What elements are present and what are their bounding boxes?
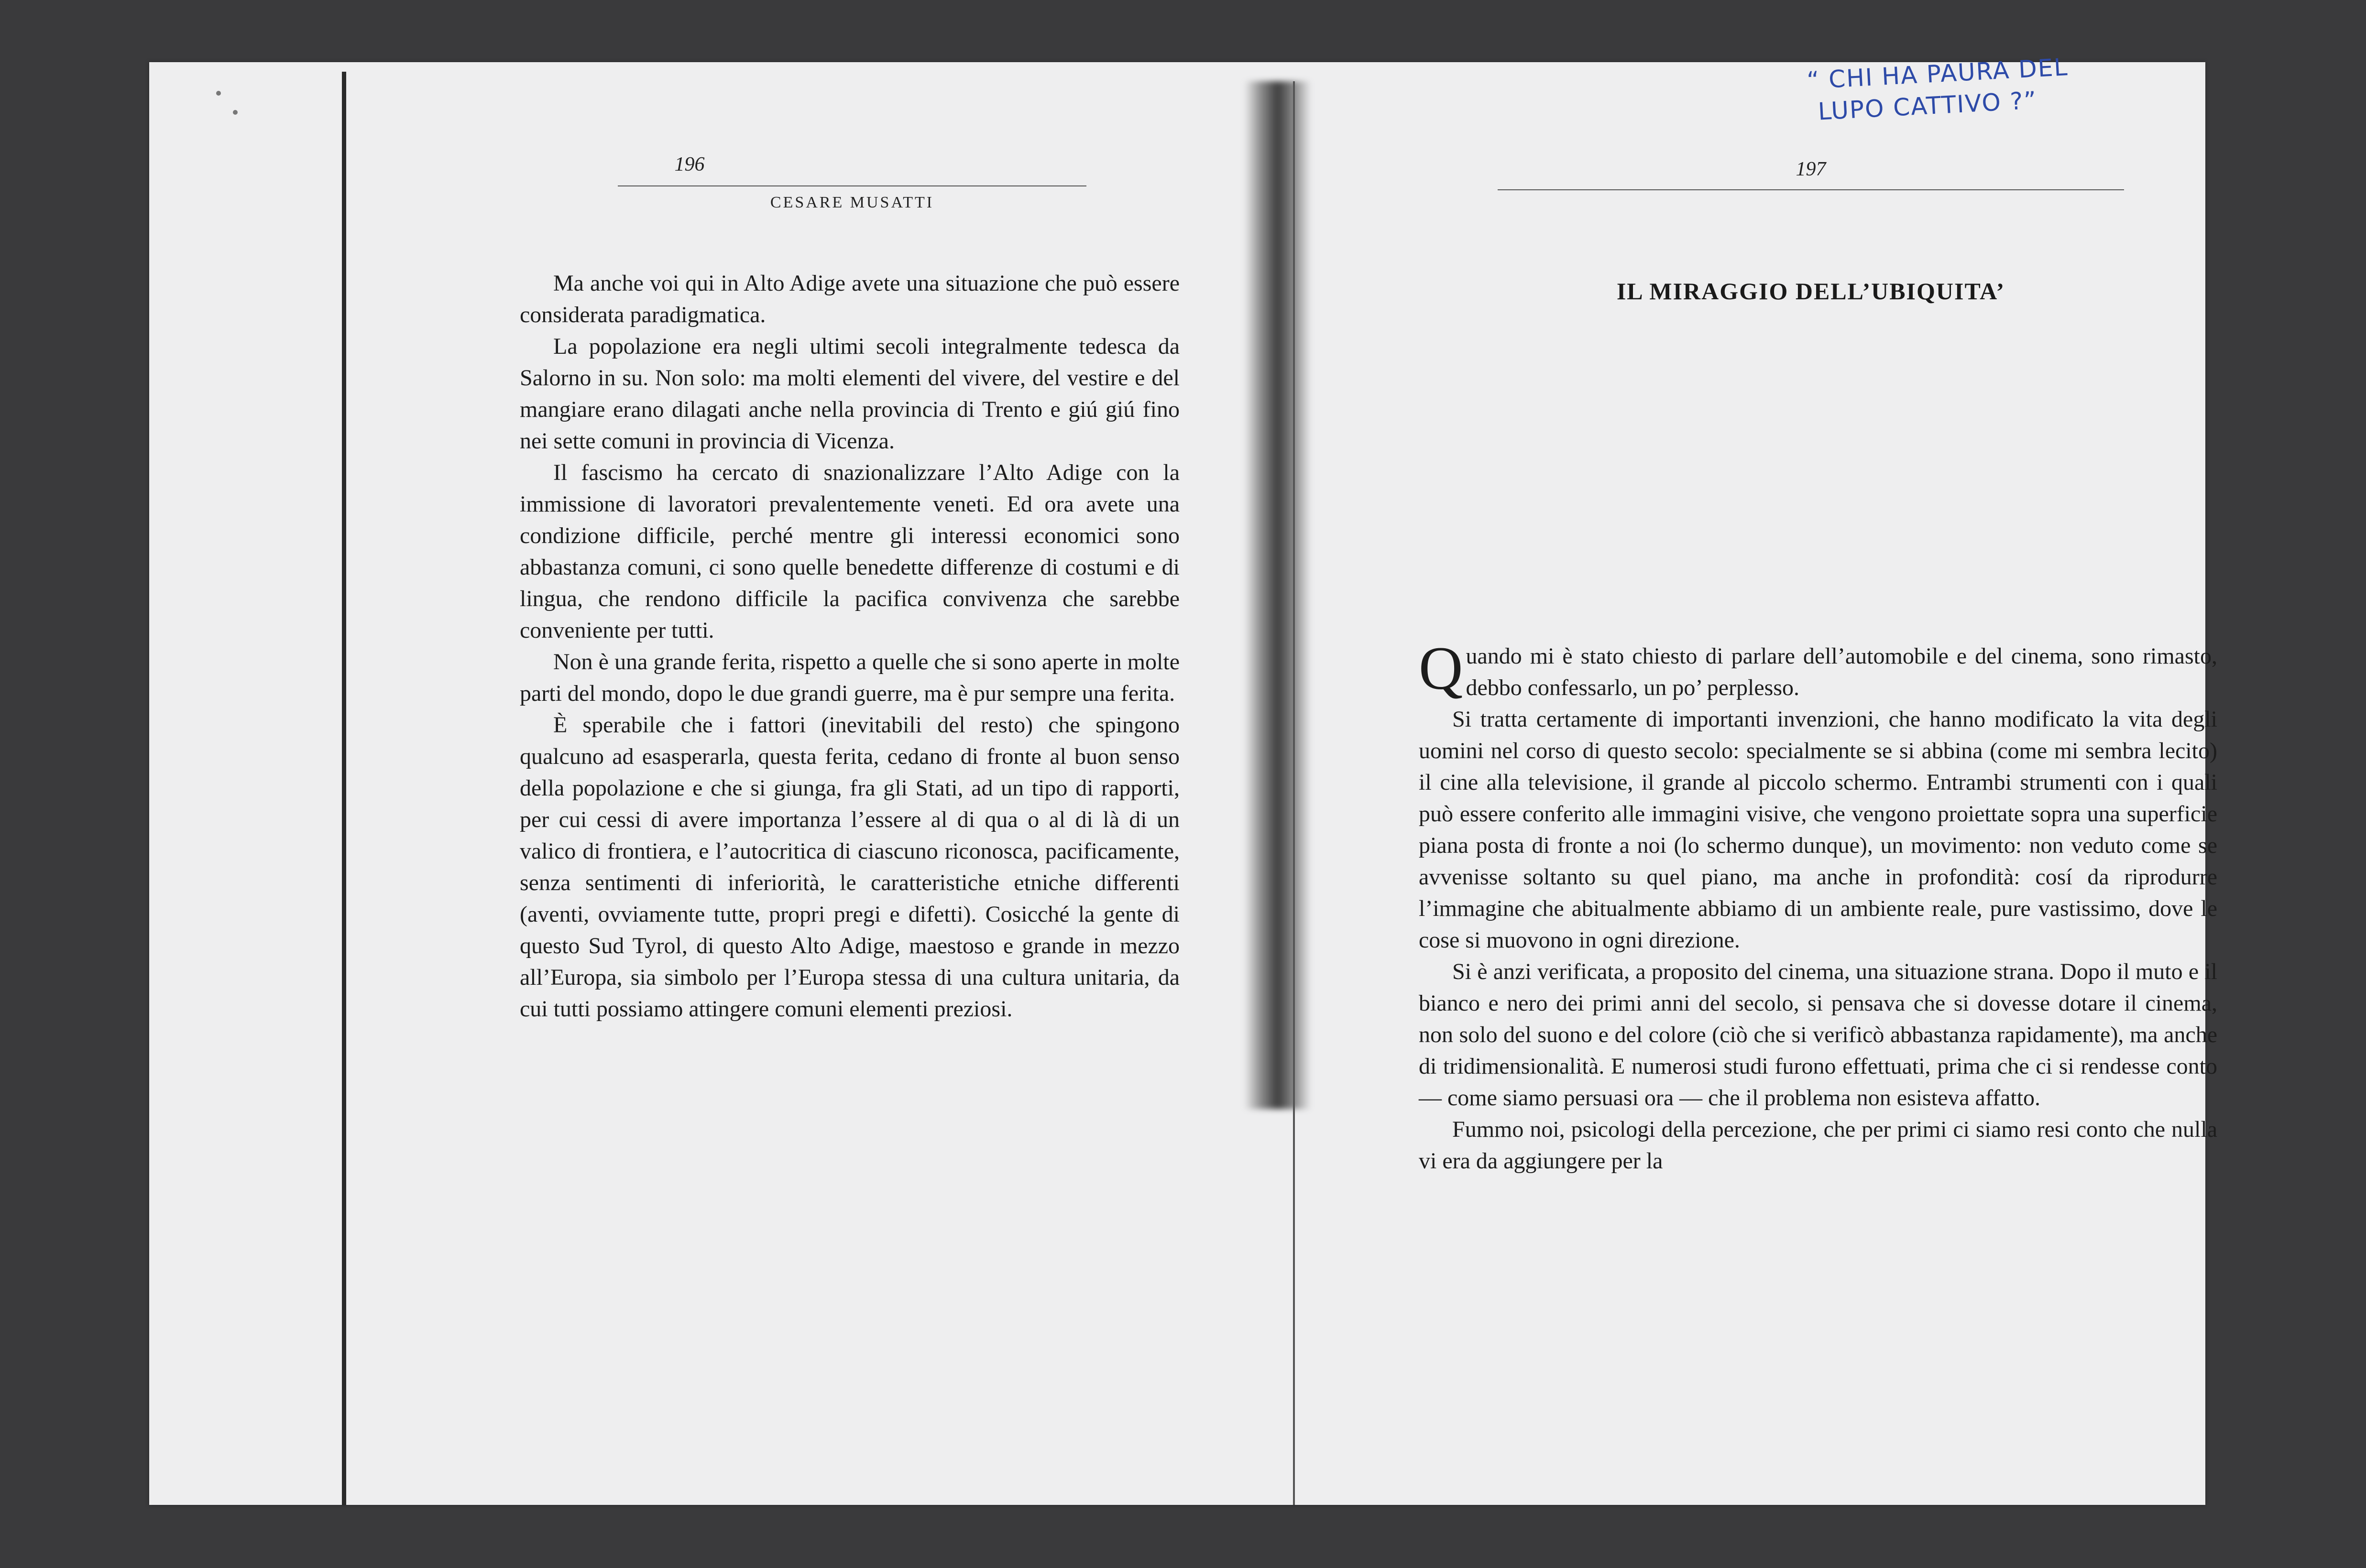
paragraph: La popolazione era negli ultimi secoli integralmente tedesca da Salorno in su. Non solo: ma molti elementi del vivere, del vestire e del mangiare erano dilagati anche nella provincia di Trento e giú giú fino nei sette comuni in provincia di Vicenza. xyxy=(520,334,1180,454)
right-page-body xyxy=(1419,634,2217,1177)
left-folio-rule xyxy=(618,185,1086,186)
running-head: CESARE MUSATTI xyxy=(770,194,934,211)
drop-cap: Q xyxy=(1419,634,1463,702)
right-folio-rule xyxy=(1498,189,2124,190)
handwritten-note-line: “ CHI HA PAURA DEL xyxy=(1806,53,2069,95)
paragraph: Si è anzi verificata, a proposito del cinema, una situazione strana. Dopo il muto e il bianco e nero dei primi anni del secolo, si pensava che si dovesse dotare il cinema, non solo del suono e del colore (ciò che si verificò abbastanza rapidamente), ma anche di tridimensionalità. E numerosi studi furono effettuati, prima che ci si rendesse conto — come siamo persuasi ora — che il problema non esisteva affatto. xyxy=(1419,959,2217,1111)
left-binding-line xyxy=(342,72,346,1505)
paragraph: Ma anche voi qui in Alto Adige avete una situazione che può essere considerata paradigmatica. xyxy=(520,271,1180,327)
chapter-title: IL MIRAGGIO DELL’UBIQUITA’ xyxy=(1616,278,2005,305)
paragraph: È sperabile che i fattori (inevitabili del resto) che spingono qualcuno ad esasperarla, questa ferita, cedano di fronte al buon senso della popolazione e che si giunga, fra gli Stati, ad un tipo di rapporti, per cui cessi di avere importanza l’essere al di qua o al di là di un valico di frontiera, e l’autocritica di ciascuno riconosca, pacificamente, senza sentimenti di inferiorità, le caratteristiche etniche differenti (aventi, ovviamente tutte, propri pregi e difetti). Cosicché la gente di questo Sud Tyrol, di questo Alto Adige, maestoso e grande in mezzo all’Europa, sia simbolo per l’Europa stessa di una cultura unitaria, da cui tutti possiamo attingere comuni elementi preziosi. xyxy=(520,712,1180,1022)
handwritten-note-line: LUPO CATTIVO ?” xyxy=(1817,86,2038,126)
scanned-book-spread xyxy=(149,62,2217,1505)
opening-paragraph xyxy=(1419,634,2217,704)
paragraph: Il fascismo ha cercato di snazionalizzare l’Alto Adige con la immissione di lavoratori prevalentemente veneti. Ed ora avete una condizione difficile, perché mentre gli interessi economici sono abbastanza comuni, ci sono quelle benedette differenze di costumi e di lingua, che rendono difficile la pacifica convivenza che sarebbe conveniente per tutti. xyxy=(520,460,1180,643)
left-page-body xyxy=(520,268,1180,1025)
staple-mark xyxy=(233,110,238,115)
paragraph: Non è una grande ferita, rispetto a quelle che si sono aperte in molte parti del mondo, dopo le due grandi guerre, ma è pur sempre una ferita. xyxy=(520,649,1180,706)
paragraph: Si tratta certamente di importanti invenzioni, che hanno modificato la vita degli uomini nel corso di questo secolo: specialmente se si abbina (come mi sembra lecito) il cine alla televisione, il grande al piccolo schermo. Entrambi strumenti con i quali può essere conferito alle immagini visive, che vengono proiettate sopra una superficie piana posta di fronte a noi (lo schermo dunque), un movimento: non veduto come se avvenisse soltanto su quel piano, ma anche in profondità: cosí da riprodurre l’immagine che abitualmente abbiamo di un ambiente reale, pure vastissimo, dove le cose si muovono in ogni direzione. xyxy=(1419,707,2217,953)
staple-mark xyxy=(216,91,221,96)
center-fold-line xyxy=(1293,81,1295,1505)
left-page-number: 196 xyxy=(674,153,705,175)
right-page-number: 197 xyxy=(1796,158,1826,180)
paragraph: Fummo noi, psicologi della percezione, che per primi ci siamo resi conto che nulla vi era da aggiungere per la xyxy=(1419,1117,2217,1174)
center-gutter-shadow xyxy=(1244,81,1311,1109)
opening-paragraph-text: uando mi è stato chiesto di parlare dell’automobile e del cinema, sono rimasto, debbo confessarlo, un po’ perplesso. xyxy=(1466,643,2217,700)
